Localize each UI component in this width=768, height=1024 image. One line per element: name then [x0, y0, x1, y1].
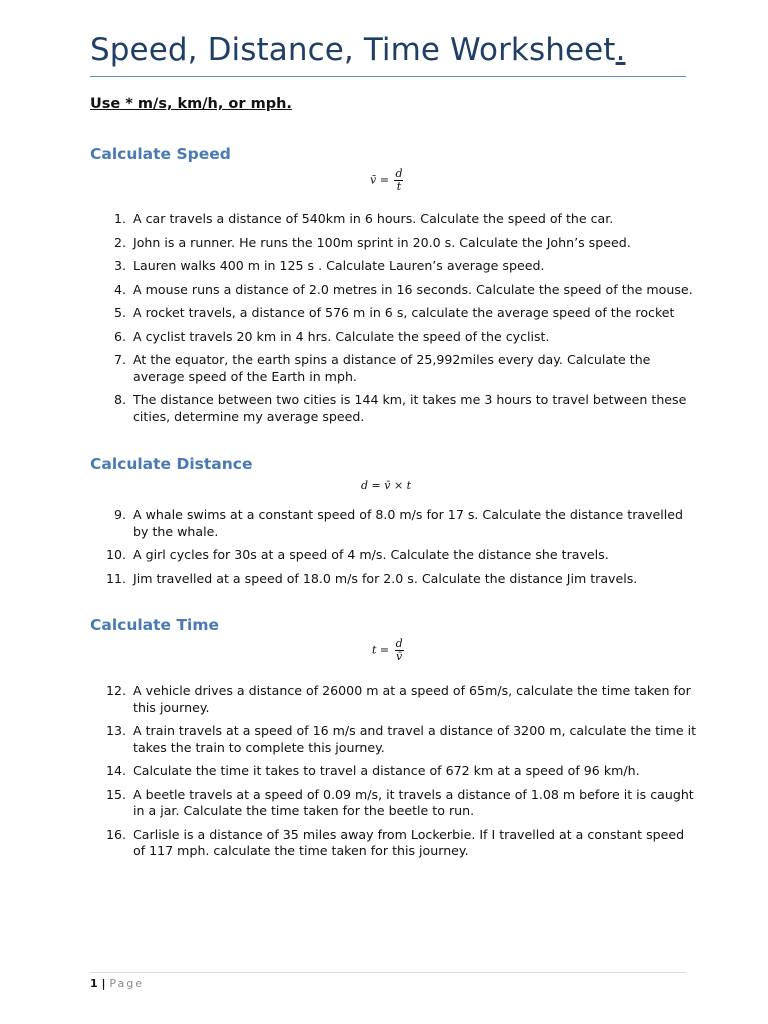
question-number: 15.	[105, 786, 126, 802]
question-number: 4.	[113, 281, 126, 297]
section-heading-time: Calculate Time	[90, 616, 220, 634]
title-text: Speed, Distance, Time Worksheet	[90, 32, 616, 68]
question-item	[106, 827, 696, 860]
question-number: 7.	[113, 352, 126, 367]
question-number: 14.	[105, 763, 126, 778]
speed-formula-denominator: t	[396, 180, 402, 193]
footer-page-label: Page	[109, 977, 144, 990]
section-heading-distance: Calculate Distance	[90, 455, 253, 473]
question-text: At the equator, the earth spins a distance of 25,992miles every day. Calculate the average speed of the Earth in mph.	[133, 352, 651, 384]
question-text: A vehicle drives a distance of 26000 m at a speed of 65m/s, calculate the time taken for this journey.	[133, 683, 691, 715]
question-item	[106, 258, 696, 275]
time-formula	[372, 638, 404, 663]
question-number: 5.	[113, 305, 126, 320]
distance-formula: d = v̄ × t	[361, 479, 412, 492]
speed-question-list	[106, 211, 696, 432]
question-item	[106, 507, 696, 540]
question-item	[106, 683, 696, 716]
page-title	[90, 32, 626, 68]
footer-divider	[90, 972, 686, 973]
question-item	[106, 235, 696, 252]
question-item	[106, 392, 696, 425]
question-item	[106, 305, 696, 322]
question-item	[106, 787, 696, 820]
question-text: A car travels a distance of 540km in 6 hours. Calculate the speed of the car.	[133, 211, 614, 226]
question-text: Calculate the time it takes to travel a distance of 672 km at a speed of 96 km/h.	[133, 763, 640, 778]
page-footer	[90, 977, 144, 990]
question-text: A whale swims at a constant speed of 8.0 m/s for 17 s. Calculate the distance travelled by the whale.	[133, 507, 684, 539]
question-number: 2.	[113, 234, 126, 250]
question-item	[106, 211, 696, 228]
time-question-list	[106, 683, 696, 867]
speed-formula	[370, 168, 403, 193]
question-number: 9.	[113, 507, 126, 522]
question-item	[106, 723, 696, 756]
question-item	[106, 352, 696, 385]
question-number: 8.	[113, 392, 126, 407]
question-item	[106, 329, 696, 346]
question-number: 11.	[105, 570, 126, 586]
question-text: A girl cycles for 30s at a speed of 4 m/s. Calculate the distance she travels.	[133, 547, 609, 562]
question-text: A train travels at a speed of 16 m/s and travel a distance of 3200 m, calculate the time it takes the train to complete this journey.	[133, 723, 697, 755]
units-instruction: Use * m/s, km/h, or mph.	[90, 96, 292, 112]
question-number: 13.	[105, 723, 126, 738]
time-formula-denominator: v̄	[396, 650, 403, 663]
section-heading-speed: Calculate Speed	[90, 145, 231, 163]
question-text: A beetle travels at a speed of 0.09 m/s, it travels a distance of 1.08 m before it is caught in a jar. Calculate the time taken for the beetle to run.	[133, 786, 694, 818]
question-number: 1.	[113, 211, 126, 226]
title-trailing-mark: .	[615, 32, 626, 68]
question-text: Jim travelled at a speed of 18.0 m/s for 2.0 s. Calculate the distance Jim travels.	[133, 570, 638, 586]
time-formula-lhs: t =	[372, 643, 390, 657]
question-text: The distance between two cities is 144 km, it takes me 3 hours to travel between these cities, determine my average speed.	[133, 392, 687, 424]
question-text: Lauren walks 400 m in 125 s . Calculate Lauren’s average speed.	[133, 258, 545, 273]
question-item	[106, 571, 696, 588]
footer-page-number: 1	[90, 977, 98, 990]
question-text: A cyclist travels 20 km in 4 hrs. Calculate the speed of the cyclist.	[133, 328, 550, 344]
question-number: 12.	[105, 683, 126, 698]
question-number: 16.	[105, 826, 126, 842]
speed-formula-numerator: d	[395, 167, 403, 180]
time-formula-numerator: d	[395, 637, 403, 650]
footer-separator: |	[97, 977, 110, 990]
question-text: A mouse runs a distance of 2.0 metres in 16 seconds. Calculate the speed of the mouse.	[133, 281, 693, 297]
speed-formula-lhs: v̄ =	[370, 173, 389, 187]
question-item	[106, 763, 696, 780]
question-number: 10.	[105, 547, 126, 562]
question-text: Carlisle is a distance of 35 miles away from Lockerbie. If I travelled at a constant speed of 117 mph. calculate the time taken for this journey.	[133, 826, 685, 858]
title-divider	[90, 76, 686, 77]
speed-formula-fraction	[394, 168, 403, 193]
question-number: 6.	[113, 328, 126, 344]
question-item	[106, 547, 696, 564]
distance-question-list	[106, 507, 696, 594]
question-item	[106, 282, 696, 299]
question-number: 3.	[113, 258, 126, 273]
time-formula-fraction	[395, 638, 404, 663]
question-text: A rocket travels, a distance of 576 m in 6 s, calculate the average speed of the rocket	[133, 305, 675, 320]
question-text: John is a runner. He runs the 100m sprint in 20.0 s. Calculate the John’s speed.	[133, 234, 631, 250]
